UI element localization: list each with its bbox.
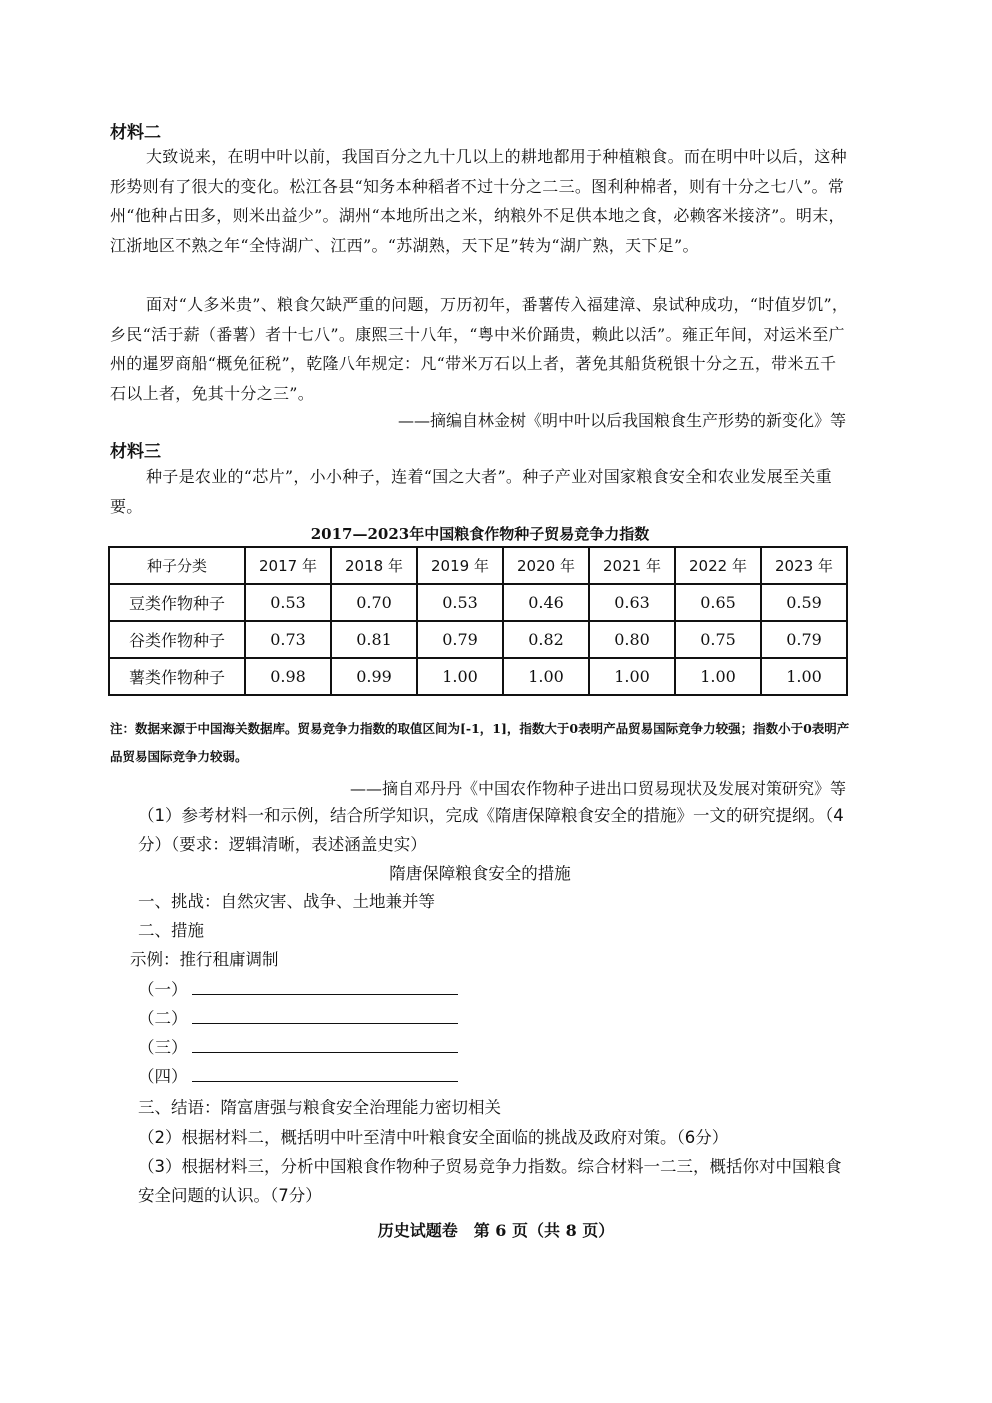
question-1: （1）参考材料一和示例，结合所学知识，完成《隋唐保障粮食安全的措施》一文的研究提纲。（4分）（要求：逻辑清晰，表述涵盖史实）: [138, 806, 844, 854]
material-2-heading: 材料二: [110, 123, 161, 143]
table-row-label: 薯类作物种子: [109, 658, 245, 695]
answer-line-2: [138, 1004, 458, 1033]
outline-challenge: 一、挑战：自然灾害、战争、土地兼并等: [138, 892, 435, 911]
answer-line-4: [138, 1062, 458, 1091]
answer-line-1: [138, 975, 458, 1004]
table-cell: 0.79: [417, 621, 503, 658]
table-cell: 0.79: [761, 621, 847, 658]
table-cell: 0.46: [503, 584, 589, 621]
table-cell: 1.00: [761, 658, 847, 695]
answer-line-label: （四）: [138, 1067, 188, 1086]
table-cell: 0.98: [245, 658, 331, 695]
table-cell: 1.00: [417, 658, 503, 695]
table-row-label: 谷类作物种子: [109, 621, 245, 658]
outline-title: 隋唐保障粮食安全的措施: [389, 864, 571, 883]
table-header-cell: 2019 年: [417, 547, 503, 584]
table-cell: 0.53: [417, 584, 503, 621]
answer-line-label: （二）: [138, 1009, 188, 1028]
table-cell: 0.73: [245, 621, 331, 658]
answer-line-label: （三）: [138, 1038, 188, 1057]
table-header-cell: 2020 年: [503, 547, 589, 584]
material-3-paragraph-1: 种子是农业的“芯片”，小小种子，连着“国之大者”。种子产业对国家粮食安全和农业发展至关重要。: [110, 467, 832, 516]
seed-competitiveness-table: [108, 546, 848, 696]
material-2-paragraph-2: 面对“人多米贵”、粮食欠缺严重的问题，万历初年，番薯传入福建漳、泉试种成功，“时值岁饥”，乡民“活于薪（番薯）者十七八”。康熙三十八年，“粤中米价踊贵，赖此以活”。雍正年间，对运米至广州的暹罗商船“概免征税”，乾隆八年规定：凡“带米万石以上者，著免其船货税银十分之五，带米五千石以上者，免其十分之三”。: [110, 295, 849, 403]
answer-blank[interactable]: [192, 1036, 458, 1053]
table-cell: 1.00: [675, 658, 761, 695]
table-cell: 0.53: [245, 584, 331, 621]
table-header-cell: 2017 年: [245, 547, 331, 584]
table-cell: 0.59: [761, 584, 847, 621]
table-header-cell: 2018 年: [331, 547, 417, 584]
table-header-row: [109, 547, 847, 584]
answer-blank[interactable]: [192, 1007, 458, 1024]
answer-line-3: [138, 1033, 458, 1062]
table-row-label: 豆类作物种子: [109, 584, 245, 621]
table-cell: 0.80: [589, 621, 675, 658]
table-cell: 0.65: [675, 584, 761, 621]
question-2: （2）根据材料二，概括明中叶至清中叶粮食安全面临的挑战及政府对策。（6分）: [138, 1128, 729, 1147]
table-cell: 0.63: [589, 584, 675, 621]
table-title: 2017—2023年中国粮食作物种子贸易竞争力指数: [310, 525, 650, 543]
table-cell: 1.00: [503, 658, 589, 695]
table-cell: 0.75: [675, 621, 761, 658]
material-2-paragraph-1: 大致说来，在明中叶以前，我国百分之九十几以上的耕地都用于种植粮食。而在明中叶以后，这种形势则有了很大的变化。松江各县“知务本种稻者不过十分之二三。图利种棉者，则有十分之七八”。常州“他种占田多，则米出益少”。湖州“本地所出之米，纳粮外不足供本地之食，必赖客米接济”。明末，江浙地区不熟之年“全恃湖广、江西”。“苏湖熟，天下足”转为“湖广熟，天下足”。: [110, 147, 847, 255]
answer-line-label: （一）: [138, 980, 188, 999]
table-header-cell: 2023 年: [761, 547, 847, 584]
table-header-cell: 2022 年: [675, 547, 761, 584]
table-cell: 0.99: [331, 658, 417, 695]
answer-blank[interactable]: [192, 978, 458, 995]
material-3-heading: 材料三: [110, 442, 161, 462]
outline-conclusion: 三、结语：隋富唐强与粮食安全治理能力密切相关: [138, 1098, 501, 1117]
table-cell: 0.81: [331, 621, 417, 658]
page-footer: 历史试题卷 第 6 页（共 8 页）: [377, 1221, 615, 1240]
table-header-cell: 种子分类: [109, 547, 245, 584]
table-row: [109, 621, 847, 658]
table-header-cell: 2021 年: [589, 547, 675, 584]
table-note: 注：数据来源于中国海关数据库。贸易竞争力指数的取值区间为[-1，1]，指数大于0表明产品贸易国际竞争力较强；指数小于0表明产品贸易国际竞争力较弱。: [110, 721, 850, 764]
question-3: （3）根据材料三，分析中国粮食作物种子贸易竞争力指数。综合材料一二三，概括你对中国粮食安全问题的认识。（7分）: [138, 1157, 842, 1205]
answer-blank[interactable]: [192, 1065, 458, 1082]
material-2-source: ——摘编自林金树《明中叶以后我国粮食生产形势的新变化》等: [397, 411, 846, 430]
outline-measures: 二、措施: [138, 921, 204, 940]
table-cell: 0.70: [331, 584, 417, 621]
outline-example: 示例：推行租庸调制: [130, 950, 279, 969]
table-row: [109, 584, 847, 621]
material-3-source: ——摘自邓丹丹《中国农作物种子进出口贸易现状及发展对策研究》等: [349, 779, 846, 798]
table-cell: 0.82: [503, 621, 589, 658]
table-row: [109, 658, 847, 695]
table-cell: 1.00: [589, 658, 675, 695]
